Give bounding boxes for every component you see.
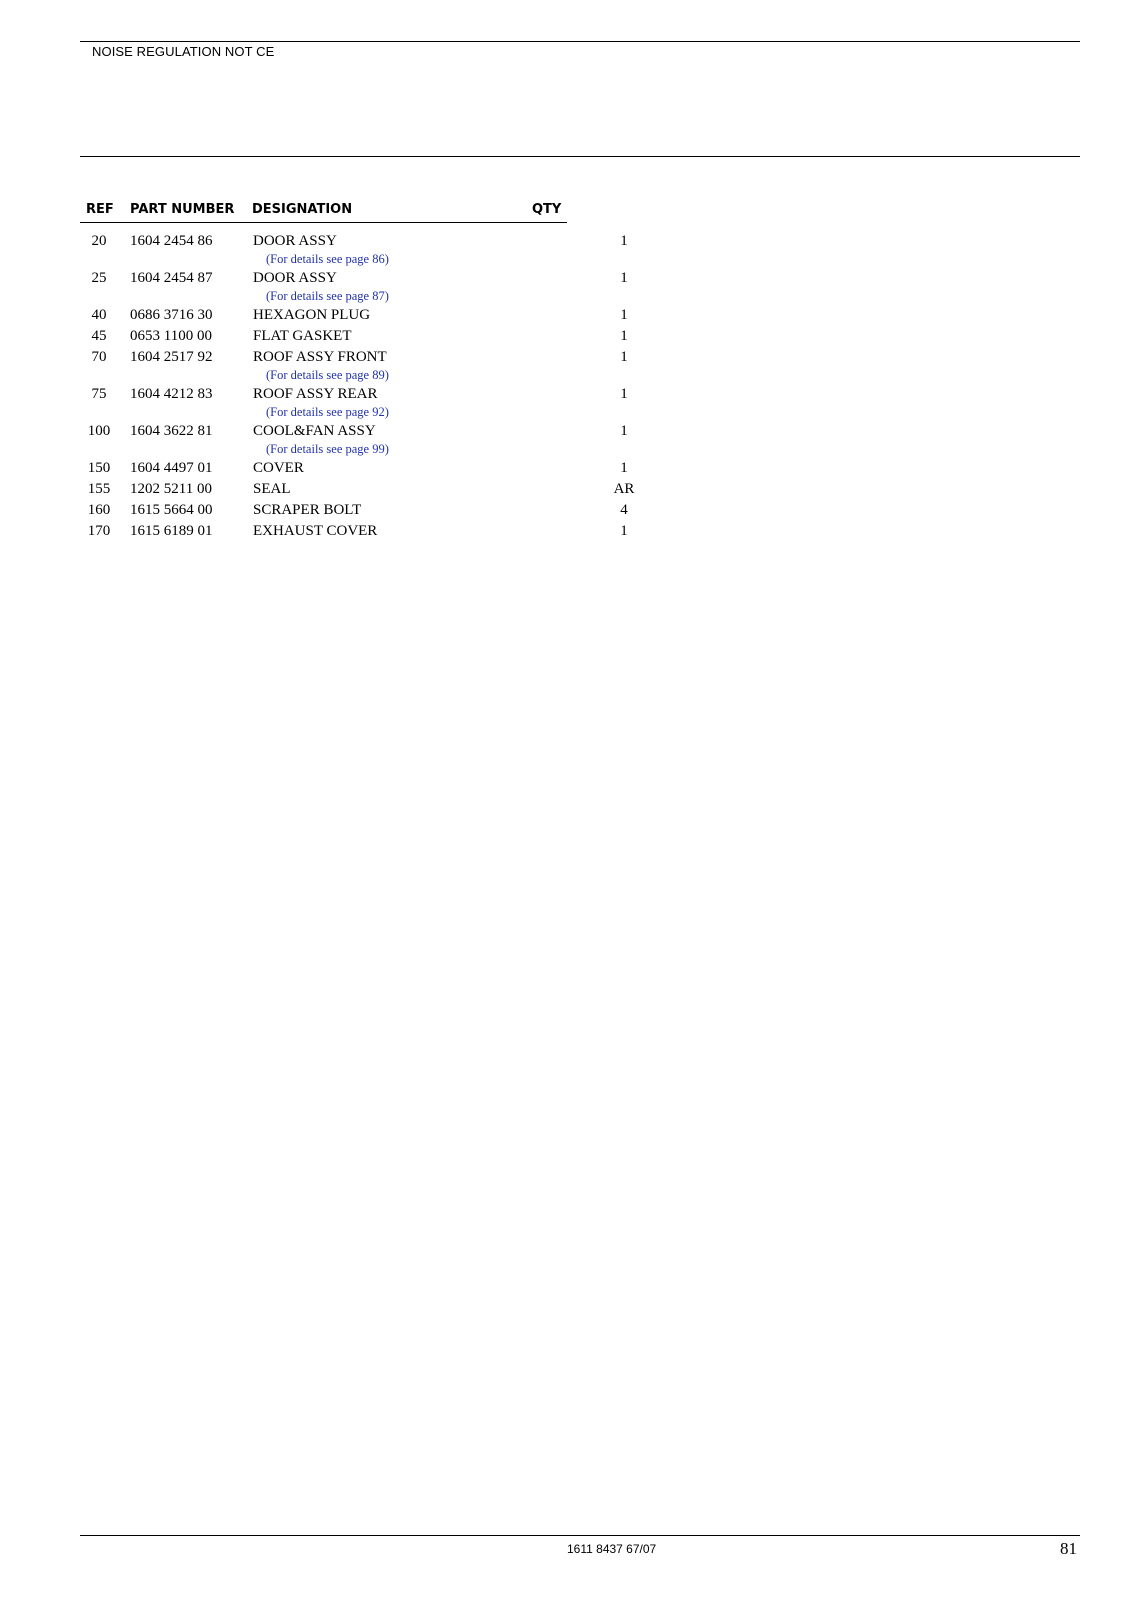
designation-cell: HEXAGON PLUG [253, 307, 371, 323]
details-page-reference: (For details see page 89) [266, 368, 389, 382]
details-page-reference: (For details see page 92) [266, 405, 389, 419]
designation-cell: FLAT GASKET [253, 328, 352, 344]
part-number-cell: 1604 2454 87 [130, 270, 213, 286]
designation-cell: SEAL [253, 481, 291, 497]
column-header-qty: QTY [532, 202, 562, 217]
part-number-cell: 1202 5211 00 [130, 481, 212, 497]
ref-cell: 75 [91, 386, 107, 402]
details-page-reference: (For details see page 86) [266, 252, 389, 266]
designation-cell: ROOF ASSY REAR [253, 386, 378, 402]
table-body [80, 233, 635, 544]
column-header-ref: REF [86, 202, 114, 217]
ref-cell: 20 [91, 233, 107, 249]
table-row [80, 523, 628, 544]
part-number-cell: 1604 2454 86 [130, 233, 213, 249]
table-row [80, 460, 628, 481]
qty-cell: 1 [620, 270, 628, 286]
ref-cell: 170 [87, 523, 111, 539]
part-number-cell: 1604 2517 92 [130, 349, 213, 365]
ref-cell: 100 [87, 423, 111, 439]
part-number-cell: 1604 4212 83 [130, 386, 213, 402]
document-number: 1611 8437 67/07 [567, 1542, 657, 1556]
table-row [80, 233, 628, 254]
designation-cell: COOL&FAN ASSY [253, 423, 376, 439]
ref-cell: 40 [91, 307, 107, 323]
ref-cell: 45 [91, 328, 107, 344]
qty-cell: 4 [620, 502, 628, 518]
ref-cell: 70 [91, 349, 107, 365]
part-number-cell: 1615 6189 01 [130, 523, 213, 539]
table-header [80, 200, 567, 223]
part-number-cell: 1604 3622 81 [130, 423, 213, 439]
part-number-cell: 1615 5664 00 [130, 502, 213, 518]
footer-rule [80, 1535, 1080, 1536]
qty-cell: 1 [620, 328, 628, 344]
part-number-cell: 0686 3716 30 [130, 307, 213, 323]
table-row [80, 423, 628, 444]
table-row [80, 349, 628, 370]
designation-cell: ROOF ASSY FRONT [253, 349, 387, 365]
part-number-cell: 1604 4497 01 [130, 460, 213, 476]
qty-cell: 1 [620, 386, 628, 402]
column-header-part-number: PART NUMBER [130, 202, 235, 217]
designation-cell: DOOR ASSY [253, 233, 337, 249]
qty-cell: 1 [620, 523, 628, 539]
ref-cell: 150 [87, 460, 111, 476]
ref-cell: 155 [87, 481, 111, 497]
designation-cell: DOOR ASSY [253, 270, 337, 286]
designation-cell: SCRAPER BOLT [253, 502, 362, 518]
table-row [80, 328, 628, 349]
designation-cell: EXHAUST COVER [253, 523, 378, 539]
designation-cell: COVER [253, 460, 304, 476]
parts-table [80, 200, 635, 544]
qty-cell: 1 [620, 349, 628, 365]
header-top-rule [80, 41, 1080, 42]
column-header-designation: DESIGNATION [252, 202, 353, 217]
ref-cell: 25 [91, 270, 107, 286]
header-bottom-rule [80, 156, 1080, 157]
qty-cell: 1 [620, 423, 628, 439]
qty-cell: 1 [620, 460, 628, 476]
table-row [80, 270, 628, 291]
qty-cell: 1 [620, 233, 628, 249]
part-number-cell: 0653 1100 00 [130, 328, 212, 344]
table-row [80, 502, 628, 523]
ref-cell: 160 [87, 502, 111, 518]
section-title: NOISE REGULATION NOT CE [92, 44, 275, 59]
table-row [80, 481, 635, 502]
details-page-reference: (For details see page 87) [266, 289, 389, 303]
table-row [80, 386, 628, 407]
qty-cell: AR [613, 481, 635, 497]
details-page-reference: (For details see page 99) [266, 442, 389, 456]
table-row [80, 307, 628, 328]
page-number: 81 [1060, 1539, 1077, 1558]
qty-cell: 1 [620, 307, 628, 323]
